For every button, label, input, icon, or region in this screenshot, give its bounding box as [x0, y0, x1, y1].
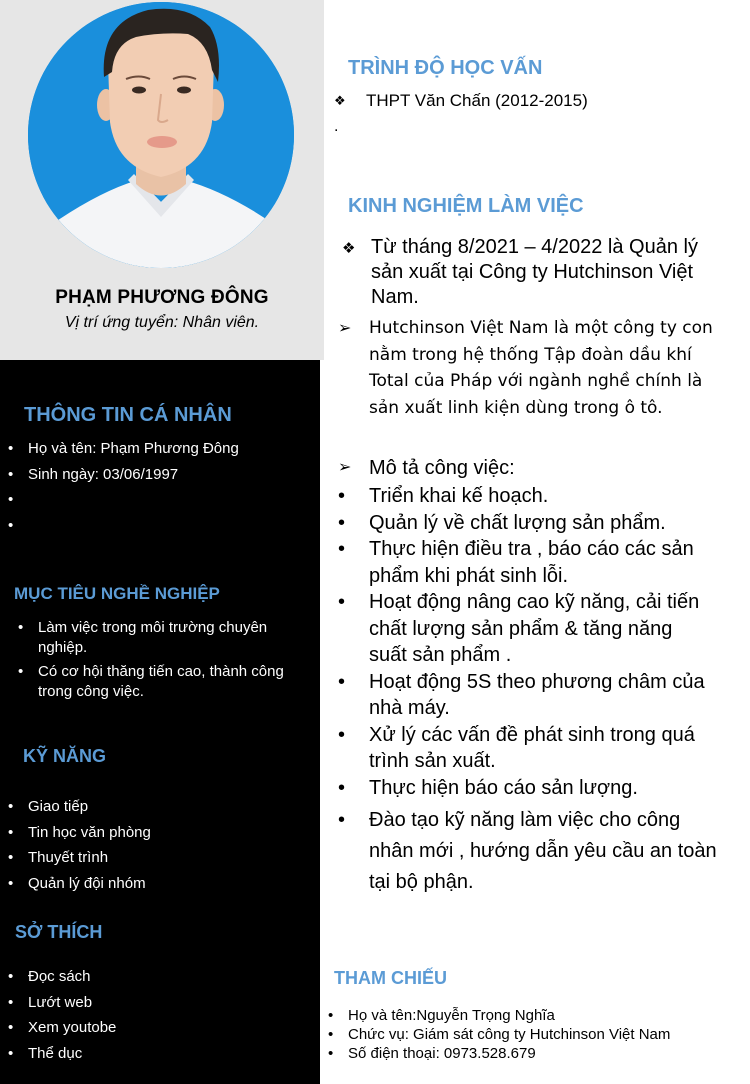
hobbies-list: [0, 964, 310, 1066]
duty-item: [338, 722, 738, 775]
skills-heading: KỸ NĂNG: [23, 746, 107, 766]
duty-item: [338, 510, 738, 537]
duties-list: [338, 483, 738, 898]
education-item-text: THPT Văn Chấn (2012-2015): [366, 91, 588, 110]
duty-text: Thực hiện báo cáo sản lượng.: [369, 776, 638, 799]
education-heading: TRÌNH ĐỘ HỌC VẤN: [348, 57, 543, 79]
skill-item: • Quản lý đội nhóm: [0, 871, 310, 897]
career-goal-list: [10, 618, 312, 702]
career-goal-item: • Có cơ hội thăng tiến cao, thành công trong công việc.: [10, 662, 312, 702]
bullet-icon: •: [328, 1026, 334, 1043]
duty-item: [338, 483, 738, 510]
bullet-icon: •: [338, 538, 346, 560]
references-list: [328, 1006, 748, 1063]
arrow-bullet-icon: ➢: [338, 459, 352, 476]
duty-text: Hoạt động nâng cao kỹ năng, cải tiến chất lượng sản phẩm & tăng năng suất sản phẩm .: [369, 591, 700, 666]
sidebar: [0, 360, 320, 1084]
reference-title-text: Chức vụ: Giám sát công ty Hutchinson Việt Nam: [348, 1026, 671, 1043]
experience-heading: KINH NGHIỆM LÀM VIỆC: [348, 195, 584, 217]
bullet-icon: •: [338, 809, 346, 831]
company-description-text: Hutchinson Việt Nam là một công ty con nằm trong hệ thống Tập đoàn dầu khí Total của Pháp với ngành nghề chính là sản xuất linh kiện dùng trong ô tô.: [369, 318, 713, 418]
duty-item: [338, 669, 738, 722]
experience-role: [342, 235, 712, 310]
duty-item: [338, 805, 738, 898]
hobby-item: • Thể dục: [0, 1041, 310, 1067]
company-description: [338, 315, 723, 421]
skill-item: • Thuyết trình: [0, 845, 310, 871]
hobbies-heading: SỞ THÍCH: [15, 922, 103, 942]
career-goal-heading: MỤC TIÊU NGHỀ NGHIỆP: [14, 584, 220, 603]
personal-info-fullname: • Họ và tên: Phạm Phương Đông: [0, 436, 310, 462]
profile-panel: [0, 0, 324, 360]
reference-title: [328, 1025, 748, 1044]
skill-item: • Tin học văn phòng: [0, 820, 310, 846]
reference-name: [328, 1006, 748, 1025]
duty-text: Quản lý về chất lượng sản phẩm.: [369, 511, 666, 534]
reference-phone: [328, 1044, 748, 1063]
bullet-icon: •: [328, 1045, 334, 1062]
duty-text: Triển khai kế hoạch.: [369, 485, 549, 507]
personal-info-item-3: [0, 487, 310, 513]
duty-text: Thực hiện điều tra , báo cáo các sản phẩm khi phát sinh lỗi.: [369, 538, 694, 587]
job-description-label: [338, 455, 728, 481]
duty-item: [338, 775, 738, 802]
profile-photo: [28, 2, 294, 268]
bullet-icon: •: [338, 776, 346, 799]
diamond-bullet-icon: ❖: [334, 93, 346, 108]
duty-text: Hoạt động 5S theo phương châm của nhà máy.: [369, 670, 705, 719]
reference-phone-text: Số điện thoại: 0973.528.679: [348, 1045, 536, 1062]
job-description-label-text: Mô tả công việc:: [369, 457, 515, 479]
bullet-icon: •: [328, 1007, 334, 1024]
bullet-icon: •: [338, 723, 346, 746]
skills-list: [0, 794, 310, 896]
bullet-icon: •: [338, 485, 346, 507]
education-trailing-dot: .: [334, 118, 339, 135]
reference-name-text: Họ và tên:Nguyễn Trọng Nghĩa: [348, 1007, 555, 1024]
career-goal-item: • Làm việc trong môi trường chuyên nghiệp.: [10, 618, 312, 658]
references-heading: THAM CHIẾU: [334, 968, 447, 988]
applied-position: Vị trí ứng tuyển: Nhân viên.: [64, 314, 260, 331]
bullet-icon: •: [338, 591, 346, 613]
hobby-item: • Đọc sách: [0, 964, 310, 990]
hobby-item: • Xem youtobe: [0, 1015, 310, 1041]
duty-item: [338, 536, 738, 589]
duty-text: Xử lý các vấn đề phát sinh trong quá trình sản xuất.: [369, 723, 695, 772]
bullet-icon: •: [338, 511, 346, 534]
personal-info-list: [0, 436, 310, 538]
hobby-item: • Lướt web: [0, 990, 310, 1016]
personal-info-birthdate: • Sinh ngày: 03/06/1997: [0, 462, 310, 488]
arrow-bullet-icon: ➢: [338, 318, 352, 337]
duty-text: Đào tạo kỹ năng làm việc cho công nhân mới , hướng dẫn yêu cầu an toàn tại bộ phận.: [369, 809, 717, 893]
personal-info-item-4: [0, 513, 310, 539]
education-item: [334, 90, 734, 112]
education-list: [334, 90, 734, 112]
personal-info-heading: THÔNG TIN CÁ NHÂN: [24, 404, 232, 426]
duty-item: [338, 589, 738, 669]
candidate-name: PHẠM PHƯƠNG ĐÔNG: [55, 287, 269, 308]
skill-item: • Giao tiếp: [0, 794, 310, 820]
diamond-bullet-icon: ❖: [342, 240, 356, 257]
bullet-icon: •: [338, 670, 346, 693]
portrait-image: [28, 2, 294, 268]
experience-role-text: Từ tháng 8/2021 – 4/2022 là Quản lý sản xuất tại Công ty Hutchinson Việt Nam.: [371, 236, 698, 308]
